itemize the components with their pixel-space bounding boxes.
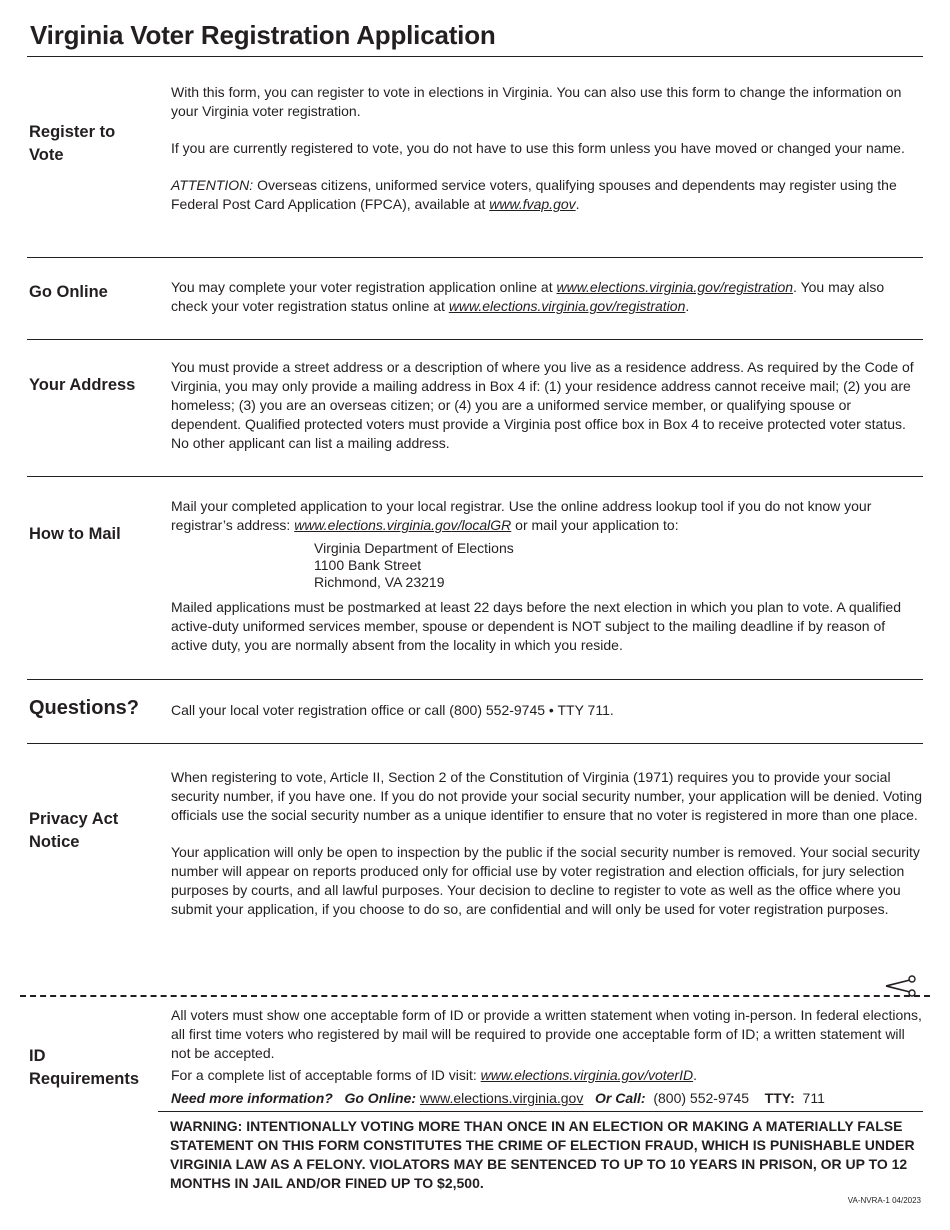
tty-label: TTY: xyxy=(764,1090,795,1106)
address-text: You must provide a street address or a description of where you live as a residence address. As required by the Code of Virginia, you may only provide a mailing address in Box 4 if: (1) your residence address cannot receive mail; (2) you are homeless; (3) you are an overseas citizen; or (4) you are a uniformed service member, or qualifying spouse or dependent. Qualified protected voters must provide a Virginia post office box in Box 4 to receive protected voter status. No other applicant can list a mailing address. xyxy=(171,359,914,451)
address-label: Your Address xyxy=(29,376,136,394)
privacy-label: Privacy Act Notice xyxy=(29,810,119,851)
address-line-3: Richmond, VA 23219 xyxy=(314,574,445,590)
registration-link[interactable]: www.elections.virginia.gov/registration xyxy=(556,279,794,295)
id-p2 xyxy=(171,1066,923,1085)
go-online-label: Go Online: xyxy=(344,1090,417,1106)
attention-label: ATTENTION: xyxy=(171,177,254,193)
privacy-p1: When registering to vote, Article II, Section 2 of the Constitution of Virginia (1971) requires you to provide your social security number, if you have one. If you do not provide your social security number, your application will be denied. Voting officials use the social security number as a unique identifier to ensure that no voter is registered in more than one place. xyxy=(171,769,922,823)
online-text xyxy=(171,278,923,316)
online-t2: . You may also check your voter registration status online at xyxy=(171,279,885,314)
address-line-2: 1100 Bank Street xyxy=(314,557,422,573)
register-label: Register to Vote xyxy=(29,123,116,164)
questions-text: Call your local voter registration office or call (800) 552-9745 • TTY 711. xyxy=(171,702,614,718)
fraud-warning: WARNING: INTENTIONALLY VOTING MORE THAN ONCE IN AN ELECTION OR MAKING A MATERIALLY FALSE STATEMENT ON THIS FORM CONSTITUTES THE CRIME OF ELECTION FRAUD, WHICH IS PUNISHABLE UNDER VIRGINIA LAW AS A FELONY. VIOLATORS MAY BE SENTENCED TO UP TO 10 YEARS IN PRISON, OR UP TO 12 MONTHS IN JAIL AND/OR FINED UP TO $2,500. xyxy=(170,1118,915,1191)
or-call-label: Or Call: xyxy=(595,1090,646,1106)
cut-line xyxy=(20,995,930,997)
phone-number: (800) 552-9745 xyxy=(653,1090,750,1106)
questions-label: Questions? xyxy=(29,697,140,719)
online-t1: You may complete your voter registration application online at xyxy=(171,279,557,295)
mail-label: How to Mail xyxy=(29,525,121,543)
register-p1: With this form, you can register to vote in elections in Virginia. You can also use this form to change the information on your Virginia voter registration. xyxy=(171,84,902,119)
divider xyxy=(27,679,923,680)
mailing-address xyxy=(314,540,514,591)
voter-id-link[interactable]: www.elections.virginia.gov/voterID xyxy=(480,1067,694,1083)
id-p2-text: For a complete list of acceptable forms of ID visit: xyxy=(171,1067,481,1083)
register-p3 xyxy=(171,176,923,214)
register-text xyxy=(171,83,923,214)
divider xyxy=(27,257,923,258)
registration-status-link[interactable]: www.elections.virginia.gov/registration xyxy=(448,298,686,314)
mail-t1: Mail your completed application to your local registrar. Use the online address lookup tool if you do not know your registrar’s address: xyxy=(171,498,872,533)
id-p1: All voters must show one acceptable form of ID or provide a written statement when voting in-person. In federal elections, all first time voters who registered by mail will be required to provide one acceptable form of ID; a written statement will not be accepted. xyxy=(171,1007,922,1061)
elections-link[interactable]: www.elections.virginia.gov xyxy=(419,1090,584,1106)
id-p2-end: . xyxy=(693,1067,697,1083)
mail-text xyxy=(171,497,923,535)
online-t3: . xyxy=(685,298,690,314)
divider xyxy=(27,339,923,340)
local-registrar-link[interactable]: www.elections.virginia.gov/localGR xyxy=(294,517,512,533)
page-title: Virginia Voter Registration Application xyxy=(30,20,496,50)
address-line-1: Virginia Department of Elections xyxy=(314,540,514,556)
id-label: ID Requirements xyxy=(29,1047,140,1088)
divider xyxy=(27,743,923,744)
more-info-label: Need more information? xyxy=(171,1090,333,1106)
form-code: VA-NVRA-1 04/2023 xyxy=(847,1196,921,1205)
attention-text: Overseas citizens, uniformed service voters, qualifying spouses and dependents may register using the Federal Post Card Application (FPCA), available at xyxy=(171,177,897,212)
privacy-text xyxy=(171,768,923,919)
title-rule xyxy=(27,56,923,57)
more-info-line xyxy=(171,1089,923,1108)
attention-end: . xyxy=(575,196,580,212)
mail-t2: or mail your application to: xyxy=(511,517,679,533)
tty-number: 711 xyxy=(802,1090,825,1106)
warning-rule xyxy=(158,1111,923,1112)
scissors-icon xyxy=(884,974,918,998)
privacy-p2: Your application will only be open to inspection by the public if the social security number is removed. Your social security number will appear on reports produced only for official use by voter registration and election officials, for jury selection purposes by courts, and all lawful purposes. Your decision to decline to register to vote as well as the office where you submit your application, if you choose to do so, are confidential and will only be used for voter registration purposes. xyxy=(171,844,920,917)
mail-deadline-text: Mailed applications must be postmarked at least 22 days before the next election in which you plan to vote. A qualified active-duty uniformed services member, spouse or dependent is NOT subject to the mailing deadline if by reason of active duty, you are normally absent from the locality in which you reside. xyxy=(171,599,901,653)
register-p2: If you are currently registered to vote, you do not have to use this form unless you have moved or changed your name. xyxy=(171,140,905,156)
id-text xyxy=(171,1006,923,1108)
online-label: Go Online xyxy=(29,283,108,301)
fvap-link[interactable]: www.fvap.gov xyxy=(489,196,576,212)
divider xyxy=(27,476,923,477)
